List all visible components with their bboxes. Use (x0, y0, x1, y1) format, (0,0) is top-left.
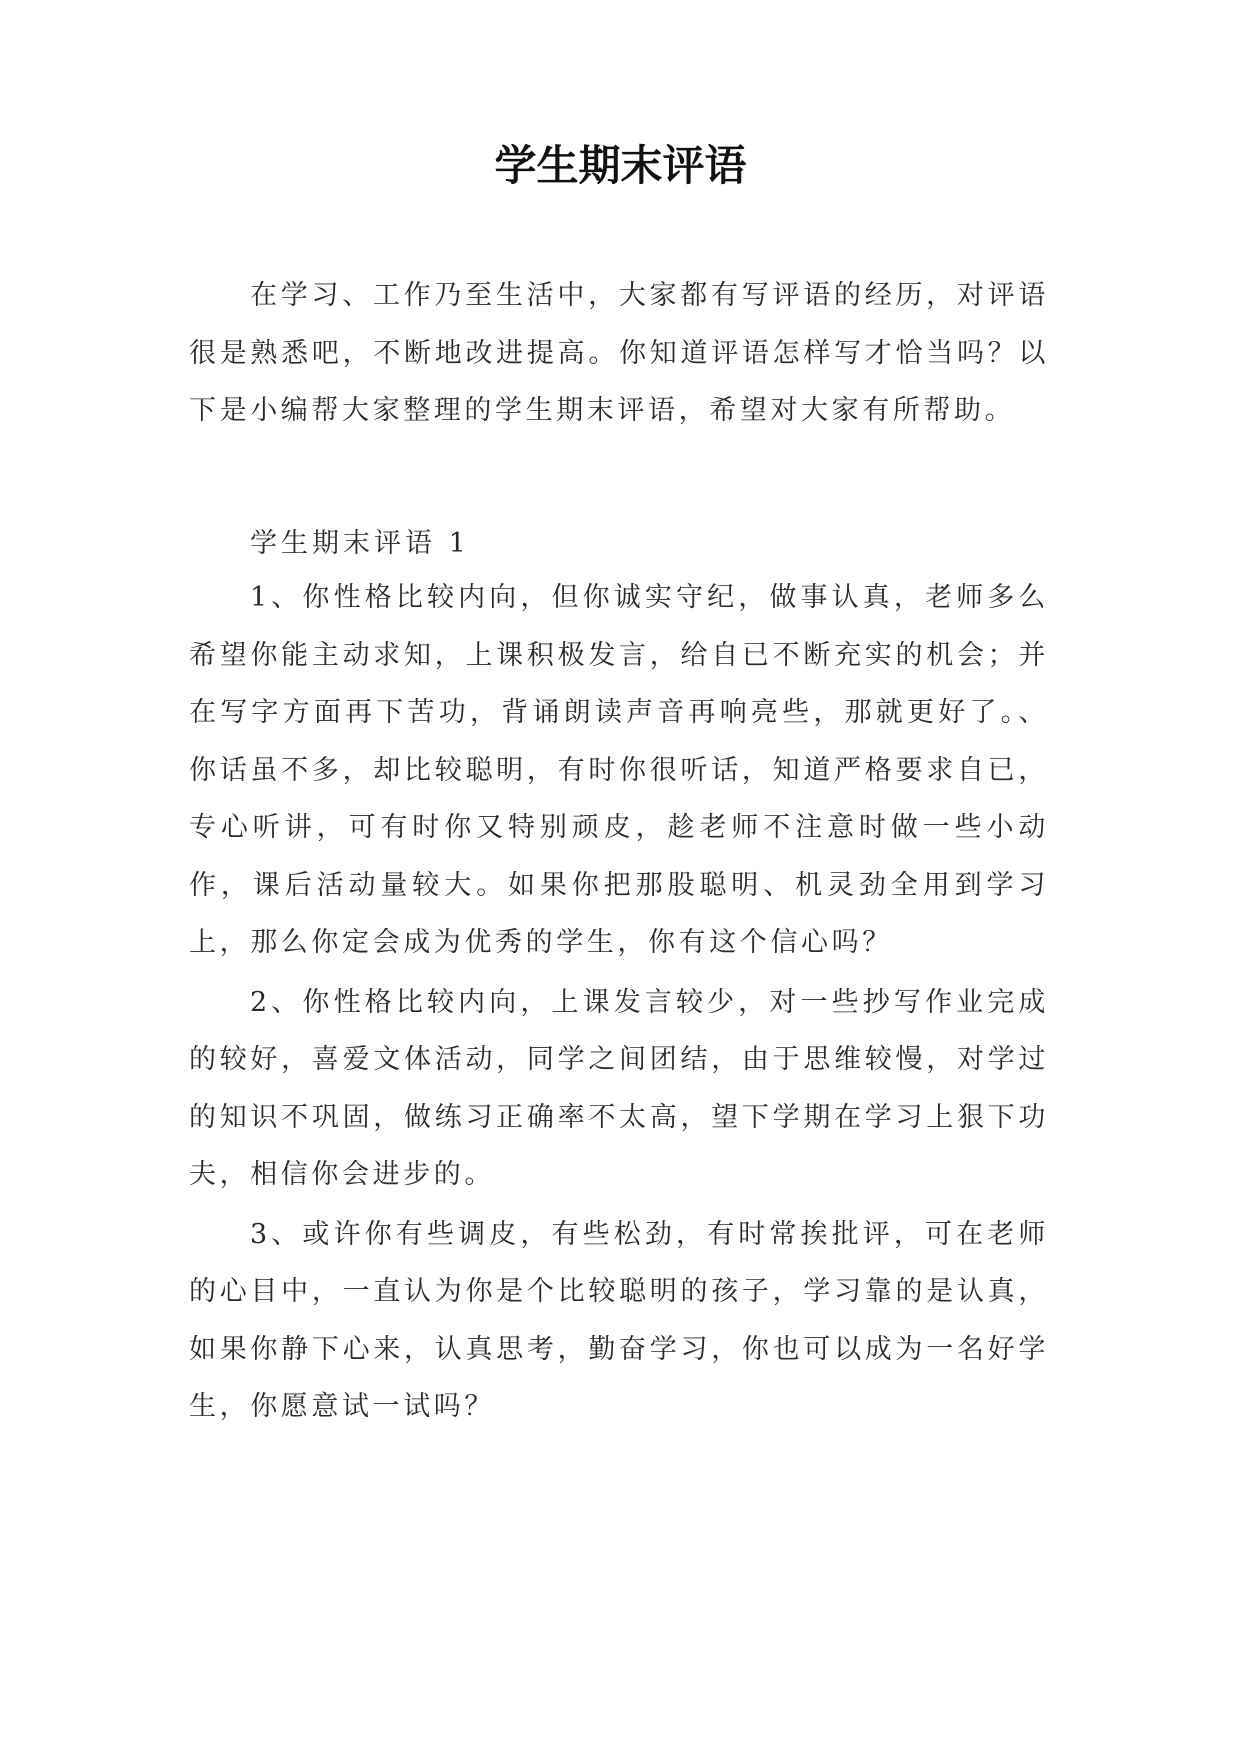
section-heading: 学生期末评语 1 (250, 528, 470, 559)
comment-item-1: 1、你性格比较内向，但你诚实守纪，做事认真，老师多么希望你能主动求知，上课积极发言，给自已不断充实的机会；并在写字方面再下苦功，背诵朗读声音再响亮些，那就更好了。、你话虽不多，却比较聪明，有时你很听话，知道严格要求自已，专心听讲，可有时你又特别顽皮，趁老师不注意时做一些小动作，课后活动量较大。如果你把那股聪明、机灵劲全用到学习上，那么你定会成为优秀的学生，你有这个信心吗？ (189, 582, 1049, 958)
intro-paragraph: 在学习、工作乃至生活中，大家都有写评语的经历，对评语很是熟悉吧，不断地改进提高。你知道评语怎样写才恰当吗？以下是小编帮大家整理的学生期末评语，希望对大家有所帮助。 (189, 280, 1049, 426)
comment-item-2: 2、你性格比较内向，上课发言较少，对一些抄写作业完成的较好，喜爱文体活动，同学之间团结，由于思维较慢，对学过的知识不巩固，做练习正确率不太高，望下学期在学习上狠下功夫，相信你会进步的。 (189, 986, 1049, 1190)
comment-item-3: 3、或许你有些调皮，有些松劲，有时常挨批评，可在老师的心目中，一直认为你是个比较聪明的孩子，学习靠的是认真，如果你静下心来，认真思考，勤奋学习，你也可以成为一名好学生，你愿意试一试吗？ (189, 1218, 1049, 1422)
document-title: 学生期末评语 (494, 141, 747, 190)
comment-list (189, 569, 1049, 1436)
